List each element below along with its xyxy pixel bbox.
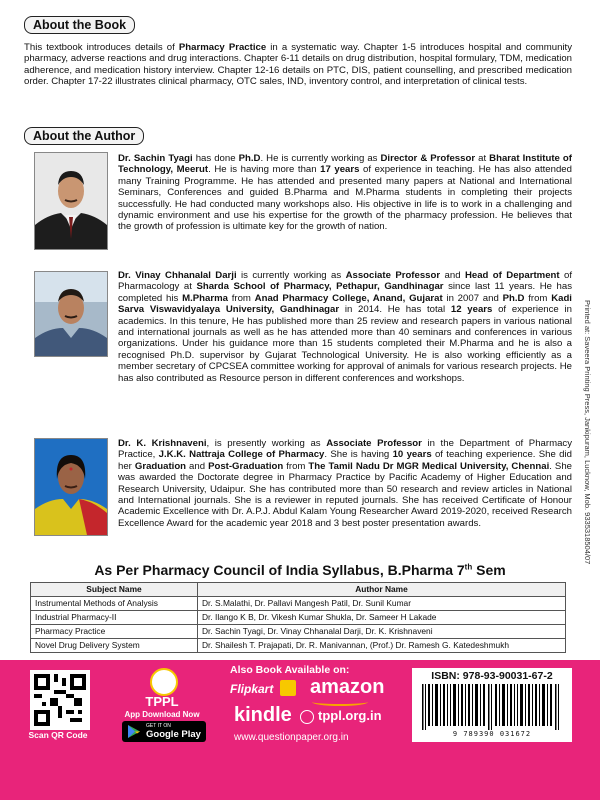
author-photo-krishnaveni [34,438,108,536]
kindle-link[interactable]: kindle [234,704,292,726]
footer-band [0,660,600,800]
isbn-label: ISBN: 978-93-90031-67-2 [431,670,553,682]
flipkart-link[interactable]: Flipkart [230,682,274,696]
isbn-block [412,668,572,742]
subject-cell: Instrumental Methods of Analysis [31,597,198,611]
questionpaper-website-link[interactable]: www.questionpaper.org.in [234,732,349,743]
about-book-heading: About the Book [24,16,135,34]
author-header: Author Name [198,583,566,597]
google-play-badge[interactable] [122,721,206,742]
subject-cell: Industrial Pharmacy-II [31,611,198,625]
author-photo-vinay-darji [34,271,108,357]
google-play-icon [127,724,141,739]
syllabus-table [30,582,566,653]
author-cell: Dr. Shailesh T. Prajapati, Dr. R. Manivannan, (Prof.) Dr. Ramesh G. Katedeshmukh [198,639,566,653]
subject-cell: Novel Drug Delivery System [31,639,198,653]
table-row [31,625,566,639]
qr-code[interactable] [30,670,90,730]
also-available-label: Also Book Available on: [230,664,350,676]
scan-qr-label: Scan QR Code [28,730,88,740]
table-header-row [31,583,566,597]
globe-icon [300,710,314,724]
flipkart-bag-icon [280,680,296,696]
subject-cell: Pharmacy Practice [31,625,198,639]
syllabus-title: As Per Pharmacy Council of India Syllabus, B.Pharma 7th Sem [94,562,506,578]
isbn-digits: 9 789390 031672 [452,730,532,738]
amazon-link[interactable]: amazon [310,676,385,698]
tppl-brand: TPPL [145,694,179,709]
table-row [31,611,566,625]
table-row [31,597,566,611]
author-bio-sachin-tyagi: Dr. Sachin Tyagi has done Ph.D. He is currently working as Director & Professor at Bharat Institute of Technology, Meerut. He is having more than 17 years of experience in teaching. He has also attended many Training Programme. He has attended and presented many papers at National and International Seminars, Conferences and guided B.Pharma and M.Pharma students in completing their projects successfully. He had conducted many workshops also. His objective in life is to work in a challenging and dynamic environment and use his expertise for the growth of the pharmacy profession. He believes that the growth of profession is ultimate key for the growth of nation. [118,153,572,233]
author-cell: Dr. S.Malathi, Dr. Pallavi Mangesh Patil, Dr. Sunil Kumar [198,597,566,611]
author-cell: Dr. Sachin Tyagi, Dr. Vinay Chhanalal Darji, Dr. K. Krishnaveni [198,625,566,639]
about-author-heading: About the Author [24,127,144,145]
author-cell: Dr. Ilango K B, Dr. Vikesh Kumar Shukla, Dr. Sameer H Lakade [198,611,566,625]
author-bio-krishnaveni: Dr. K. Krishnaveni, is presently working as Associate Professor in the Department of Pharmacy Practice, J.K.K. Nattraja College of Pharmacy. She is having 10 years of teaching experience. She did her Graduation and Post-Graduation from The Tamil Nadu Dr MGR Medical University, Chennai. She was awarded the Doctorate degree in Pharmacy Practice by Pacific Academy of Higher Education and Research University, Udaipur. She has contributed more than 50 research and review articles in National and International journals. She is a reviewer in reputed journals. She has received Certificate of Honour Academic Excellence with Dr. A.P.J. Abdul Kalam Young Researcher Award 2019-2020, received Research Excellence Award for the academic year 2018 and 3 best poster presentation awards. [118,438,572,529]
about-book-text: This textbook introduces details of Pharmacy Practice in a systematic way. Chapter 1-5 introduces hospital and community pharmacy, adverse reactions and drug interactions. Chapter 6-11 details on drug distribution, hospital formulary, TDM, medication adherence, and medication history interview. Chapter 12-16 details on PTC, DIS, patient counselling, and prescribed medication order. Chapter 17-22 illustrates clinical pharmacy, OTC sales, IND, inventory control, and interpretation of clinical tests. [24,42,573,88]
google-play-label: Google Play [146,729,201,740]
author-photo-sachin-tyagi [34,152,108,250]
subject-header: Subject Name [31,583,198,597]
barcode [422,684,562,730]
get-it-on-label: GET IT ON [146,723,171,729]
author-bio-vinay-darji: Dr. Vinay Chhanalal Darji is currently working as Associate Professor and Head of Department of Pharmacology at Sharda School of Pharmacy, Pethapur, Gandhinagar since last 11 years. He has completed his M.Pharma from Anad Pharmacy College, Anand, Gujarat in 2007 and Ph.D from Kadi Sarva Viswavidyalaya University, Gandhinagar in 2014. He has total 12 years of experience in academics. In this tenure, He has published more than 25 review and research papers in various national and international journals as well as he has attended more than 40 seminars and conferences in various organizations. Under his guidance more than 15 students completed their M.Pharma and he is also a recognised Ph.D. supervisor by Gujarat Technological University. He is also working efficiently as a member secretary of CPCSEA committee working for approval of animals for various research projects. He has also contributed as Resource person in different conferences and workshops. [118,270,573,384]
app-download-label: App Download Now [124,710,200,719]
tppl-website-link[interactable]: tppl.org.in [318,708,382,723]
amazon-smile-icon [312,698,368,706]
table-row [31,639,566,653]
printer-note: Printed at: Saveera Printing Press, Jankipuram, Lucknow, Mob. 9335318504/07 [583,300,592,565]
tppl-logo-icon [150,668,178,696]
